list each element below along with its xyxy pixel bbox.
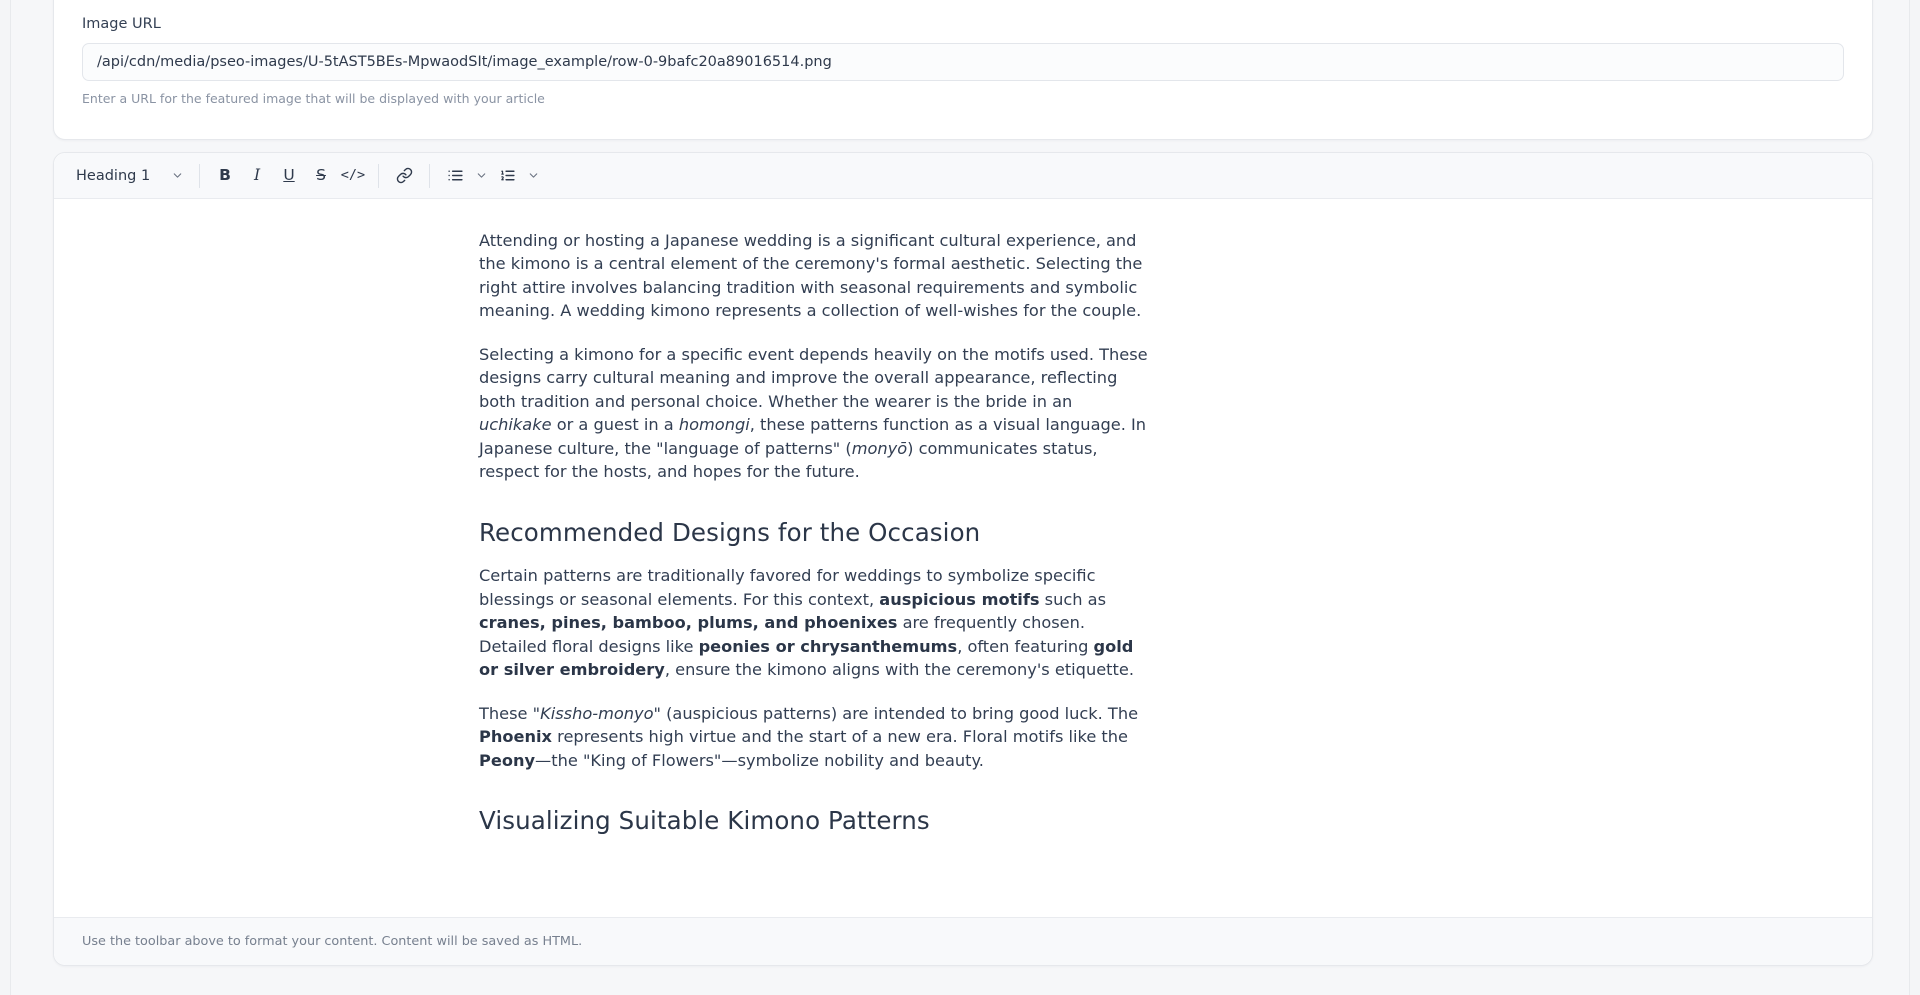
underline-button[interactable]: [274, 161, 304, 191]
strikethrough-button[interactable]: [306, 161, 336, 191]
bold-run: auspicious motifs: [879, 589, 1040, 609]
bold-run: peonies or chrysanthemums: [698, 636, 958, 656]
page-root: [10, 0, 1910, 995]
editor-toolbar: [54, 153, 1872, 199]
underline-icon: U: [283, 165, 295, 184]
text-run: " (auspicious patterns) are intended to bring good luck. The: [653, 703, 1139, 723]
document-content[interactable]: [479, 229, 1149, 853]
text-run: , ensure the kimono aligns with the ceremony's etiquette.: [664, 660, 1134, 680]
numbered-list-options-button[interactable]: [523, 162, 543, 190]
bold-run: gold or silver embroidery: [479, 636, 1134, 680]
code-button[interactable]: [338, 161, 368, 191]
block-style-select[interactable]: [64, 160, 190, 192]
italic-icon: I: [253, 165, 261, 184]
bulleted-list-button[interactable]: [440, 161, 470, 191]
italic-run: homongi: [678, 415, 750, 435]
editor-footer: [54, 917, 1872, 965]
link-icon: [396, 167, 413, 184]
image-url-label: Image URL: [82, 16, 161, 32]
bulleted-list-options-button[interactable]: [471, 162, 491, 190]
text-run: Recommended Designs for the Occasion: [479, 517, 981, 547]
image-url-hint: Enter a URL for the featured image that will be displayed with your article: [82, 90, 545, 106]
toolbar-separator: [199, 164, 200, 188]
code-icon: </>: [340, 166, 366, 183]
text-run: , these patterns function as a visual language. In Japanese culture, the "language of patterns" (: [479, 415, 1147, 458]
text-run: —the "King of Flowers"—symbolize nobility and beauty.: [535, 750, 984, 770]
rich-text-editor-card: [53, 152, 1873, 966]
document-paragraph: [479, 229, 1149, 323]
toolbar-separator: [429, 164, 430, 188]
numbered-list-icon: [499, 167, 516, 184]
bold-run: cranes, pines, bamboo, plums, and phoenixes: [479, 613, 898, 633]
italic-button[interactable]: [242, 161, 272, 191]
document-heading: [479, 518, 1149, 549]
bulleted-list-icon: [447, 167, 464, 184]
text-run: , often featuring: [957, 636, 1094, 656]
text-run: such as: [1039, 589, 1107, 609]
strikethrough-icon: S: [316, 165, 326, 184]
bold-button[interactable]: [210, 161, 240, 191]
italic-run: monyō: [851, 438, 908, 458]
toolbar-separator: [378, 164, 379, 188]
text-run: Certain patterns are traditionally favored for weddings to symbolize specific blessings or seasonal elements. For this context,: [479, 566, 1096, 609]
chevron-down-icon: [527, 169, 540, 182]
text-run: are frequently chosen. Detailed floral designs like: [479, 613, 1086, 656]
document-paragraph: [479, 702, 1149, 772]
chevron-down-icon: [475, 169, 488, 182]
bulleted-list-group: [439, 161, 491, 191]
bold-icon: B: [219, 165, 231, 184]
editor-footer-hint: Use the toolbar above to format your content. Content will be saved as HTML.: [82, 934, 583, 949]
block-style-label: Heading 1: [76, 167, 151, 184]
italic-run: Kissho-monyo: [540, 703, 654, 723]
text-run: Visualizing Suitable Kimono Patterns: [479, 806, 930, 836]
image-url-field-group: [82, 17, 1844, 106]
editor-content-area[interactable]: [54, 199, 1872, 917]
chevron-down-icon: [171, 169, 184, 182]
document-paragraph: [479, 564, 1149, 681]
bold-run: Phoenix: [479, 727, 553, 747]
numbered-list-group: [491, 161, 543, 191]
text-run: represents high virtue and the start of a new era. Floral motifs like the: [552, 727, 1128, 747]
image-url-card: [53, 0, 1873, 140]
text-run: Attending or hosting a Japanese wedding is a significant cultural experience, and the kimono is a central element of the ceremony's formal aesthetic. Selecting the right attire involves balancing tradition with seasonal requirements and symbolic meaning. A wedding kimono represents a collection of well-wishes for the couple.: [479, 231, 1143, 321]
text-run: or a guest in a: [551, 415, 679, 435]
bold-run: Peony: [479, 750, 536, 770]
text-run: ) communicates status, respect for the hosts, and hopes for the future.: [479, 438, 1098, 482]
numbered-list-button[interactable]: [492, 161, 522, 191]
document-paragraph: [479, 343, 1149, 484]
text-run: These ": [479, 703, 541, 723]
text-run: Selecting a kimono for a specific event depends heavily on the motifs used. These designs carry cultural meaning and improve the overall appearance, reflecting both tradition and personal choice. Whether the wearer is the bride in an: [479, 344, 1148, 411]
link-button[interactable]: [389, 161, 419, 191]
italic-run: uchikake: [479, 415, 552, 435]
document-heading: [479, 806, 1149, 837]
image-url-input[interactable]: [82, 43, 1844, 81]
